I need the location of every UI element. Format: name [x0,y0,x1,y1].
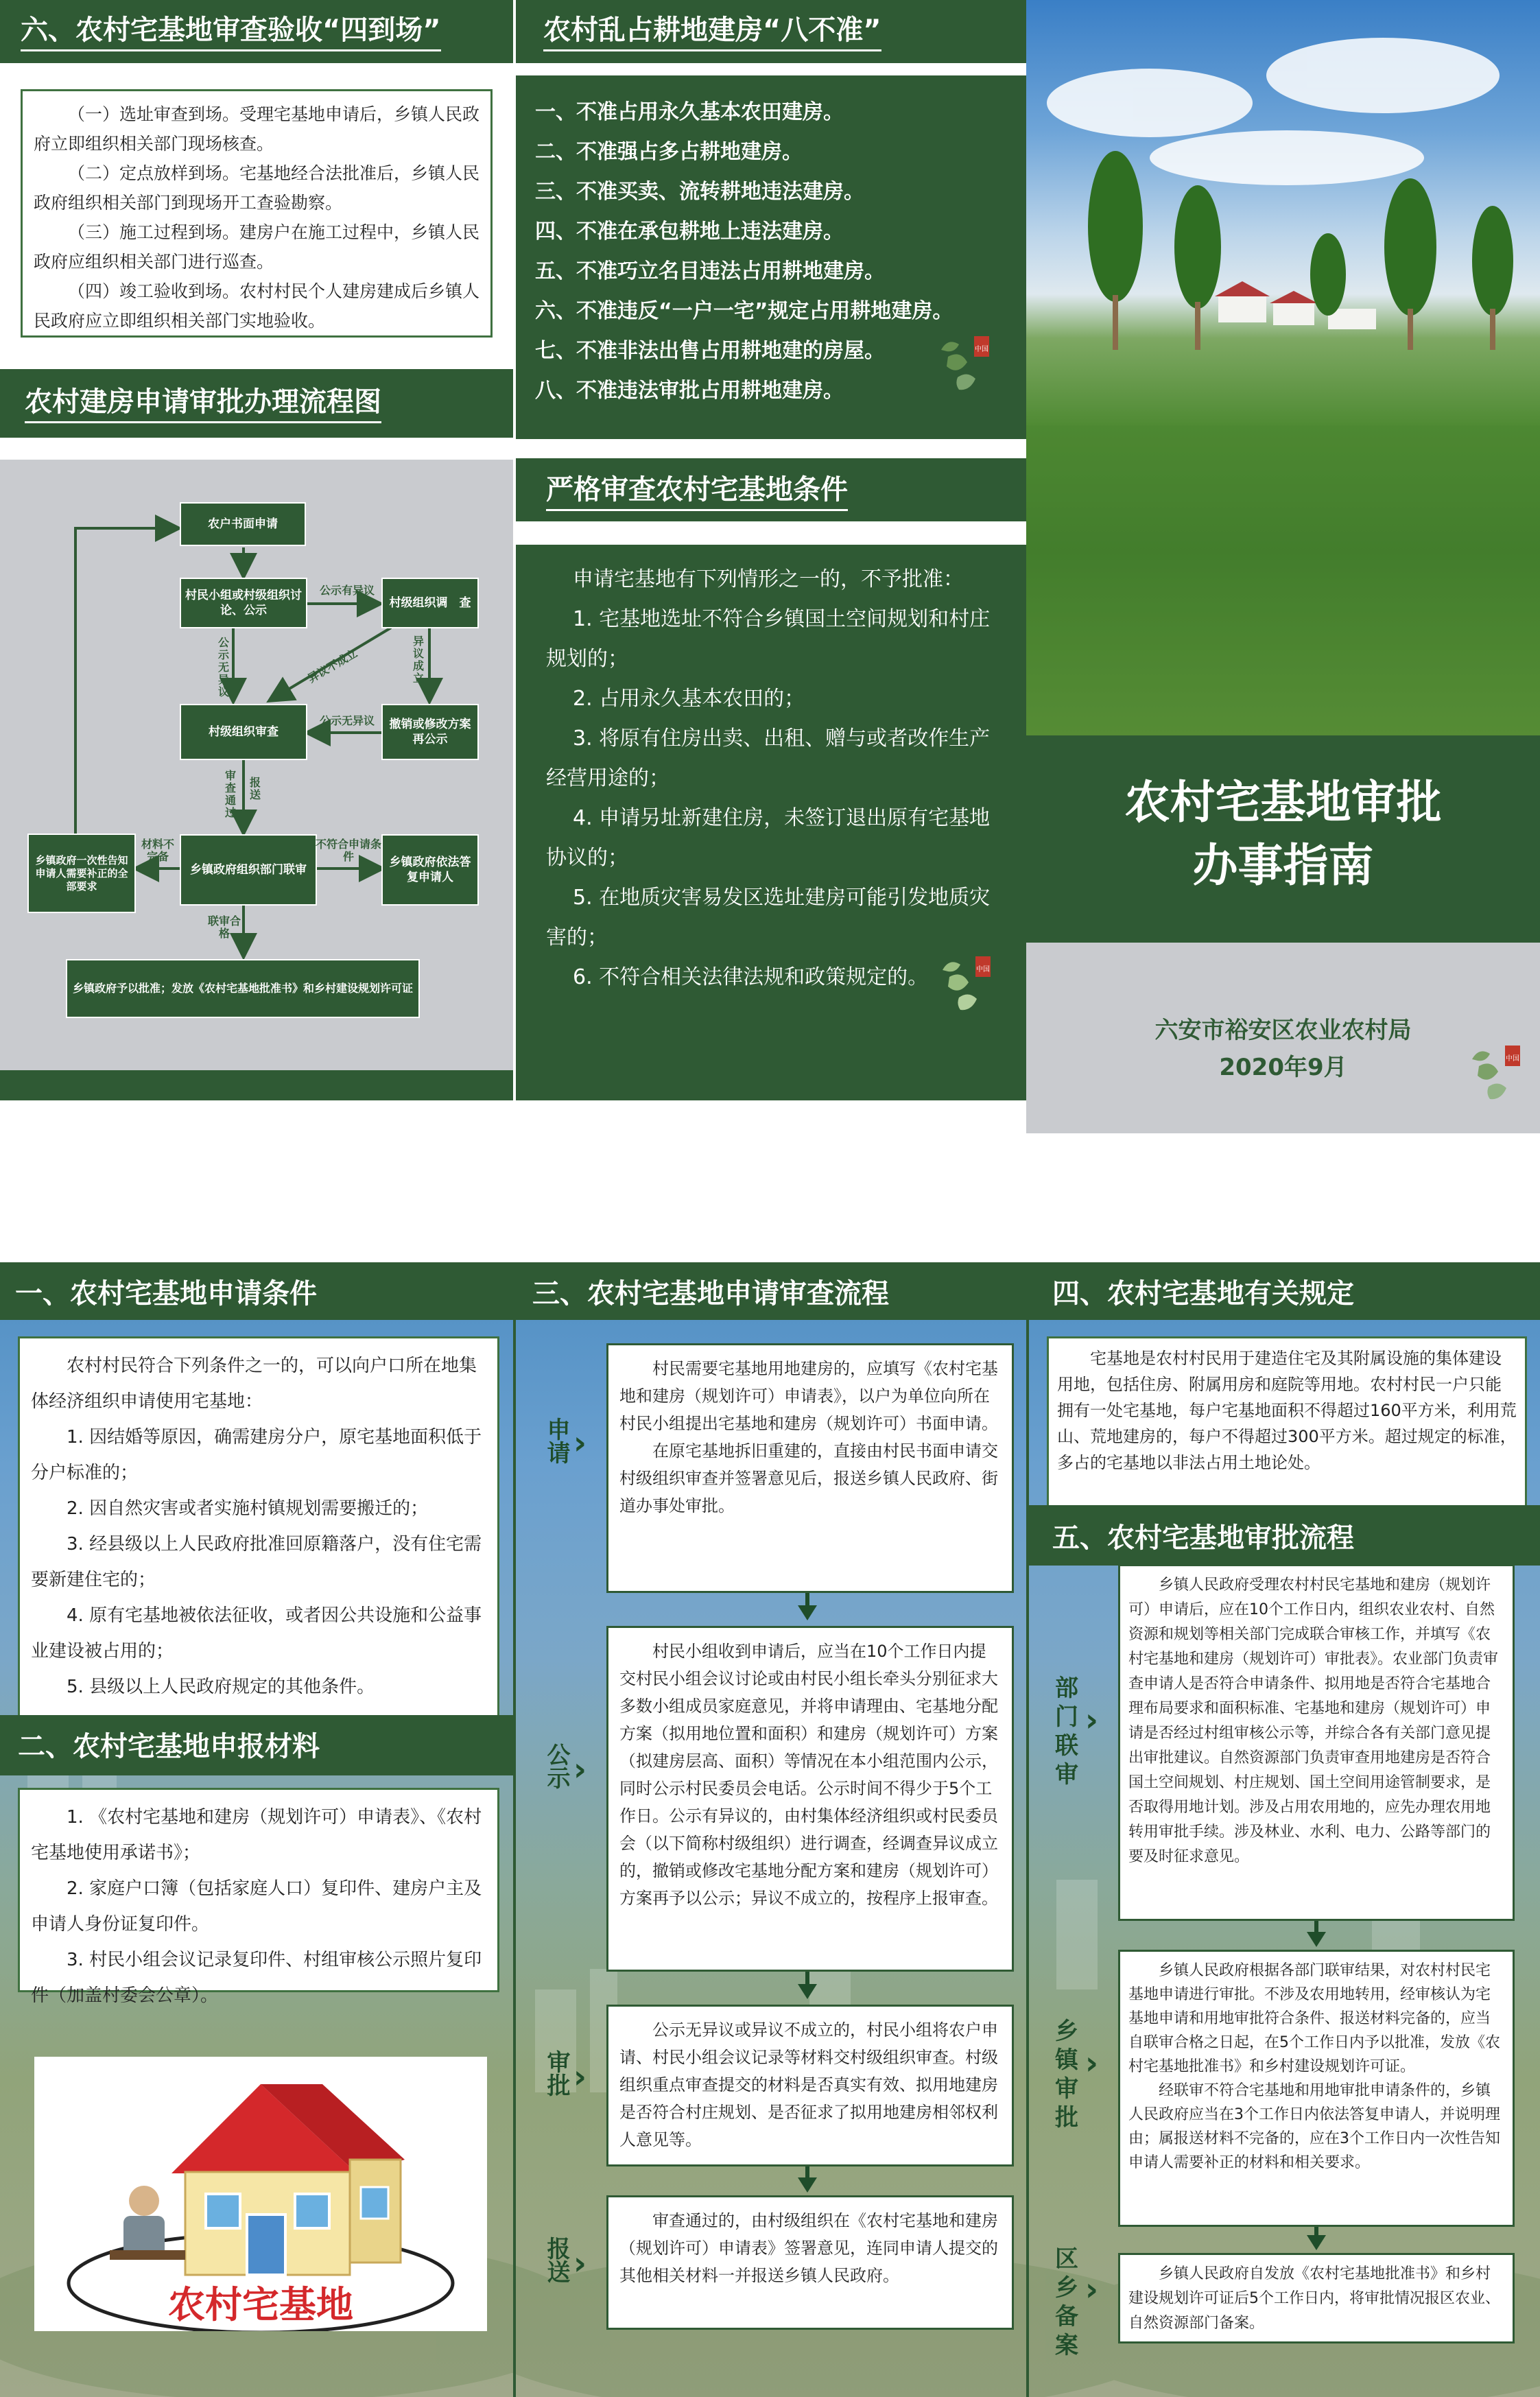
step-paragraph: 乡镇人民政府自发放《农村宅基地批准书》和乡村建设规划许可证后5个工作日内，将审批情况报区农业、自然资源部门备案。 [1128,2265,1500,2332]
rule-item: 五、不准巧立名目违法占用耕地建房。 [535,259,885,283]
top-sheet [0,0,1540,1142]
s1-item: 1. 因结婚等原因，确需建房分户，原宅基地面积低于分户标准的； [31,1427,482,1483]
s2-box [18,1788,499,2006]
cover-date: 2020年9月 [1219,1054,1347,1081]
step-label-town-approve: 乡镇审批 [1055,2018,1078,2132]
section6-item: （一）选址审查到场。受理宅基地申请后，乡镇人民政府立即组织相关部门现场核查。 [34,104,480,154]
bottom-divider-1 [513,1262,516,2397]
step-paragraph: 村民需要宅基地用地建房的，应填写《农村宅基地和建房（规划许可）申请表》，以户为单位向所在村民小组提出宅基地和建房（规划许可）书面申请。 [619,1359,998,1433]
rule-item: 四、不准在承包耕地上违法建房。 [535,220,844,244]
s5-title: 五、农村宅基地审批流程 [1052,1522,1354,1554]
seal-text: 中国 [1506,1055,1519,1063]
flow-node-village-review: 村级组织审查 [180,704,307,760]
s3-title: 三、农村宅基地申请审查流程 [532,1278,889,1310]
step-box-apply [606,1343,1014,1593]
bottom-sheet [0,1262,1540,2397]
rule-item: 六、不准违反“一户一宅”规定占用耕地建房。 [535,299,953,323]
arrow-right-icon: › [573,1424,587,1461]
step-box-publicize [606,1626,1014,1972]
field-photo [1026,0,1540,735]
step-text-record [1128,2262,1504,2336]
cond-item: 4. 申请另址新建住房，未签订退出原有宅基地协议的； [546,806,991,870]
step-text-submit [619,2207,1001,2289]
arrow-down-icon [1307,1932,1326,1947]
rules-title: 农村乱占耕地建房“八不准” [543,16,881,51]
s2-item: 3. 村民小组会议记录复印件、村组审核公示照片复印件（加盖村委会公章）。 [31,1950,482,2006]
s4-header [1029,1262,1540,1320]
section6-box [21,89,493,338]
s3-header [516,1262,1026,1320]
cond-item: 5. 在地质灾害易发区选址建房可能引发地质灾害的； [546,886,991,949]
seal-icon [936,949,999,1029]
step-paragraph: 审查通过的，由村级组织在《农村宅基地和建房（规划许可）申请表》签署意见，连同申请人提交的其他相关材料一并报送乡镇人民政府。 [619,2211,998,2285]
flow-title: 农村建房申请审批办理流程图 [25,388,381,423]
rule-item: 一、不准占用永久基本农田建房。 [535,100,844,124]
step-text-approve [619,2016,1001,2153]
arrow-down-icon [798,1605,817,1620]
cond-list [546,560,996,997]
s4-text: 宅基地是农村村民用于建造住宅及其附属设施的集体建设用地，包括住房、附属用房和庭院等用地。农村村民一户只能拥有一处宅基地，每户宅基地面积不得超过160平方米，利用荒山、荒地建房的，每户不得超过300平方米。超过规定的标准，多占的宅基地以非法占用土地论处。 [1057,1349,1517,1472]
flowchart-panel [0,460,513,1070]
s4-title: 四、农村宅基地有关规定 [1052,1278,1354,1310]
arrow-right-icon: › [1085,2044,1098,2081]
s1-item: 4. 原有宅基地被依法征收，或者因公共设施和公益事业建设被占用的； [31,1605,482,1662]
flow-label-not-meet: 不符合申请条件 [316,838,382,863]
s2-list [31,1799,486,2014]
step-box-joint-review [1118,1564,1515,1921]
step-paragraph: 在原宅基地拆旧重建的，直接由村民书面申请交村级组织审查并签署意见后，报送乡镇人民政府、街道办事处审批。 [619,1441,998,1515]
step-label-joint-review: 部门联审 [1055,1675,1078,1788]
s2-header [0,1715,513,1775]
s4-box [1047,1336,1527,1511]
arrow-down-icon [798,1984,817,1999]
rule-item: 三、不准买卖、流转耕地违法建房。 [535,180,864,204]
step-paragraph: 乡镇人民政府根据各部门联审结果，对农村村民宅基地申请进行审批。不涉及农用地转用，经审核认为宅基地申请和用地审批符合条件、报送材料完备的，应当自联审合格之日起，在5个工作日内予以批准，发放《农村宅基地批准书》和乡村建设规划许可证。 [1128,1962,1500,2075]
s1-item: 3. 经县级以上人民政府批准回原籍落户，没有住宅需要新建住宅的； [31,1534,482,1590]
seal-icon [934,329,997,409]
step-paragraph: 乡镇人民政府受理农村村民宅基地和建房（规划许可）申请后，应在10个工作日内，组织农业农村、自然资源和规划等相关部门完成联合审核工作，并填写《农村宅基地和建房（规划许可）审批表》。农业部门负责审查申请人是否符合申请条件、拟用地是否符合宅基地合理布局要求和面积标准、宅基地和建房（规划许可）申请是否经过村组审核公示等，并综合各有关部门意见提出审批建议。自然资源部门负责审查用地建房是否符合国土空间规划、村庄规划、国土空间用途管制要求，是否取得用地计划。涉及占用农用地的，应先办理农用地转用审批手续。涉及林业、水利、电力、公路等部门的要及时征求意见。 [1128,1577,1499,1865]
step-box-approve [606,2005,1014,2166]
section6-item: （二）定点放样到场。宅基地经合法批准后，乡镇人民政府组织相关部门到现场开工查验勘察。 [34,163,480,213]
flow-label-pass: 联审合格 [207,914,241,940]
flow-node-approve: 乡镇政府予以批准；发放《农村宅基地批准书》和乡村建设规划许可证 [66,959,420,1018]
flow-label-review: 审查通过 [224,769,236,819]
cover-title-line1: 农村宅基地审批 [1124,776,1442,829]
section6-title: 六、农村宅基地审查验收“四到场” [21,16,441,51]
arrow-right-icon: › [1085,2271,1098,2308]
arrow-right-icon: › [573,1751,587,1788]
rule-item: 七、不准非法出售占用耕地建的房屋。 [535,339,885,363]
step-paragraph: 经联审不符合宅基地和用地审批申请条件的，乡镇人民政府应当在3个工作日内依法答复申请人，并说明理由；属报送材料不完备的，应在3个工作日内一次性告知申请人需要补正的材料和相关要求。 [1128,2082,1500,2171]
s1-header [0,1262,513,1320]
flow-label-no-objection-v: 公示无异议 [217,636,229,698]
s1-title: 一、农村宅基地申请条件 [15,1278,317,1310]
s2-item: 1. 《农村宅基地和建房（规划许可）申请表》、《农村宅基地使用承诺书》； [31,1807,482,1863]
flow-node-revise-republish: 撤销或修改方案再公示 [381,704,479,760]
field-scene [1026,0,1540,735]
step-label-submit: 报送 [543,2236,570,2283]
step-paragraph: 公示无异议或异议不成立的，村民小组将农户申请、村民小组会议记录等材料交村级组织审查。村级组织重点审查提交的材料是否真实有效、拟用地建房是否符合村庄规划、是否征求了拟用地建房相邻权利人意见等。 [619,2020,998,2149]
arrow-right-icon: › [573,2058,587,2095]
step-box-town-approve [1118,1950,1515,2227]
step-label-approve: 审批 [543,2050,570,2097]
flow-label-objection-invalid: 异议不成立 [305,646,360,685]
cond-item: 2. 占用永久基本农田的； [573,687,805,711]
cover-agency: 六安市裕安区农业农村局 [1154,1017,1412,1044]
step-label-record: 区乡备案 [1055,2245,1078,2359]
rules-white-strip [516,63,1026,75]
flow-node-village-investigate: 村级组织调 查 [381,578,479,628]
seal-icon [1465,1039,1528,1118]
arrow-down-icon [798,2177,817,2193]
arrow-down-icon [805,1972,809,1985]
flow-label-no-objection-h: 公示无异议 [319,714,375,727]
step-box-record [1118,2253,1515,2343]
section6-item: （四）竣工验收到场。农村村民个人建房建成后乡镇人民政府应立即组织相关部门实地验收。 [34,281,480,331]
arrow-down-icon [1307,2235,1326,2250]
arrow-right-icon: › [1085,1701,1098,1738]
flow-node-notify-supplement: 乡镇政府一次性告知申请人需要补正的全部要求 [27,834,136,913]
cover-title-block [1026,735,1540,943]
s4-text-wrap [1057,1345,1517,1476]
cond-body [516,545,1026,1063]
top-col2-footer [516,1063,1026,1100]
flow-label-incomplete: 材料不完备 [141,838,174,863]
rule-item: 八、不准违法审批占用耕地建房。 [535,379,844,403]
step-text-joint-review [1128,1573,1504,1869]
top-col1-footer [0,1070,513,1100]
cond-item: 6. 不符合相关法律法规和政策规定的。 [573,965,929,989]
step-label-apply: 申请 [543,1417,570,1464]
cover-grey-block [1026,943,1540,1133]
s2-item: 2. 家庭户口簿（包括家庭人口）复印件、建房户主及申请人身份证复印件。 [31,1878,482,1935]
rule-item: 二、不准强占多占耕地建房。 [535,140,803,164]
flow-node-application: 农户书面申请 [180,502,306,546]
section6-list [34,99,479,335]
flow-label-objection-valid: 异议成立 [412,635,424,685]
flow-label-objection: 公示有异议 [319,584,375,597]
s1-item: 2. 因自然灾害或者实施村镇规划需要搬迁的； [67,1498,429,1519]
cond-header [516,458,1026,521]
seal-text: 中国 [976,966,990,973]
bottom-divider-2 [1026,1262,1029,2397]
step-text-town-approve [1128,1959,1504,2175]
seal-text: 中国 [975,346,988,353]
s1-intro: 农村村民符合下列条件之一的，可以向户口所在地集体经济组织申请使用宅基地： [31,1356,477,1412]
arrow-right-icon: › [573,2245,587,2282]
s5-header [1029,1505,1540,1566]
flow-node-reply-applicant: 乡镇政府依法答复申请人 [381,834,479,906]
cond-item: 1. 宅基地选址不符合乡镇国土空间规划和村庄规划的； [546,607,991,671]
section6-item: （三）施工过程到场。建房户在施工过程中，乡镇人民政府应组织相关部门进行巡查。 [34,222,480,272]
s1-box [18,1336,499,1721]
flow-node-joint-review: 乡镇政府组织部门联审 [180,834,317,906]
s2-title: 二、农村宅基地申报材料 [18,1731,320,1762]
step-paragraph: 村民小组收到申请后，应当在10个工作日内提交村民小组会议讨论或由村民小组长牵头分别征求大多数小组成员家庭意见，并将申请理由、宅基地分配方案（拟用地位置和面积）和建房（规划许可）方案（拟建房层高、面积）等情况在本小组范围内公示，同时公示村民委员会电话。公示时间不得少于5个工作日。公示有异议的，由村集体经济组织或村民委员会（以下简称村级组织）进行调查，经调查异议成立的，撤销或修改宅基地分配方案和建房（规划许可）方案再予以公示；异议不成立的，按程序上报审查。 [619,1642,998,1908]
house-icon [34,2057,487,2331]
flow-header [0,369,513,438]
arrow-down-icon [805,1593,809,1607]
cond-intro: 申请宅基地有下列情形之一的，不予批准： [573,567,964,591]
top-col1-header [0,0,513,63]
s1-list [31,1348,486,1705]
step-box-submit [606,2195,1014,2330]
flow-node-group-discuss: 村民小组或村级组织讨论、公示 [180,578,307,628]
s1-item: 5. 县级以上人民政府规定的其他条件。 [67,1677,375,1697]
flow-label-send: 报送 [249,776,261,801]
house-label: 农村宅基地 [168,2283,353,2326]
cond-title: 严格审查农村宅基地条件 [546,476,848,511]
step-label-publicize: 公示 [543,1743,570,1789]
step-text-apply [619,1355,1001,1520]
cover-title-line2: 办事指南 [1192,839,1374,892]
cond-item: 3. 将原有住房出卖、出租、赠与或者改作生产经营用途的； [546,727,991,790]
step-text-publicize [619,1638,1001,1912]
cond-white-strip [516,521,1026,545]
house-illustration [34,2057,487,2331]
